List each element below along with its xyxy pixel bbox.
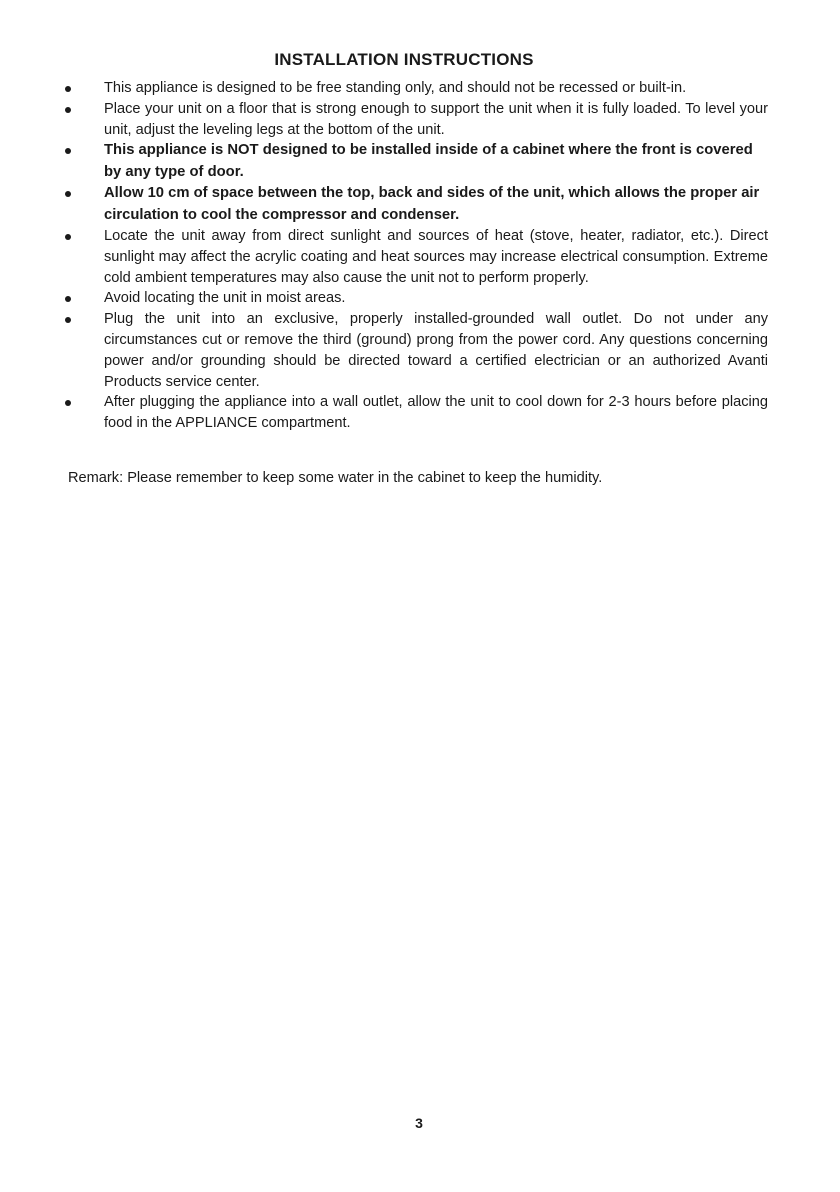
list-item-location-heat (0, 226, 768, 288)
list-item-text: Allow 10 cm of space between the top, back and sides of the unit, which allows the proper air circulation to cool the compressor and condenser. (104, 185, 760, 223)
bullet-icon (65, 107, 71, 113)
list-item-text: After plugging the appliance into a wall outlet, allow the unit to cool down for 2-3 hours before placing food in the APPLIANCE compartment. (104, 394, 768, 432)
list-item-cabinet-warning (0, 140, 768, 183)
list-item-free-standing (0, 78, 768, 99)
list-item-text: This appliance is NOT designed to be installed inside of a cabinet where the front is covered by any type of door. (104, 142, 753, 180)
bullet-icon (65, 296, 71, 302)
bullet-icon (65, 191, 71, 197)
page-title: INSTALLATION INSTRUCTIONS (274, 50, 534, 69)
instruction-list (0, 78, 840, 434)
page-number: 3 (415, 1115, 423, 1131)
list-item-text: This appliance is designed to be free standing only, and should not be recessed or built-in. (104, 80, 687, 96)
bullet-icon (65, 400, 71, 406)
list-item-text: Place your unit on a floor that is strong enough to support the unit when it is fully loaded. To level your unit, adjust the leveling legs at the bottom of the unit. (104, 100, 768, 138)
bullet-icon (65, 234, 71, 240)
list-item-moist-areas (0, 288, 768, 309)
remark-note: Remark: Please remember to keep some water in the cabinet to keep the humidity. (68, 470, 603, 486)
bullet-icon (65, 86, 71, 92)
bullet-icon (65, 317, 71, 323)
bullet-icon (65, 148, 71, 154)
list-item-text: Avoid locating the unit in moist areas. (104, 290, 346, 307)
list-item-floor-leveling (0, 99, 768, 141)
list-item-cool-down (0, 392, 768, 434)
list-item-text: Locate the unit away from direct sunlight and sources of heat (stove, heater, radiator, etc.). Direct sunlight may affect the acrylic coating and heat sources may increase electrical consumption. Extreme cold ambient temperatures may also cause the unit not to perform properly. (104, 228, 768, 286)
list-item-clearance-space (0, 183, 768, 226)
list-item-grounded-outlet (0, 309, 768, 392)
list-item-text: Plug the unit into an exclusive, properly installed-grounded wall outlet. Do not under any circumstances cut or remove the third (ground) prong from the power cord. Any questions concerning power and/or grounding should be directed toward a certified electrician or an authorized Avanti Products service center. (104, 311, 768, 390)
